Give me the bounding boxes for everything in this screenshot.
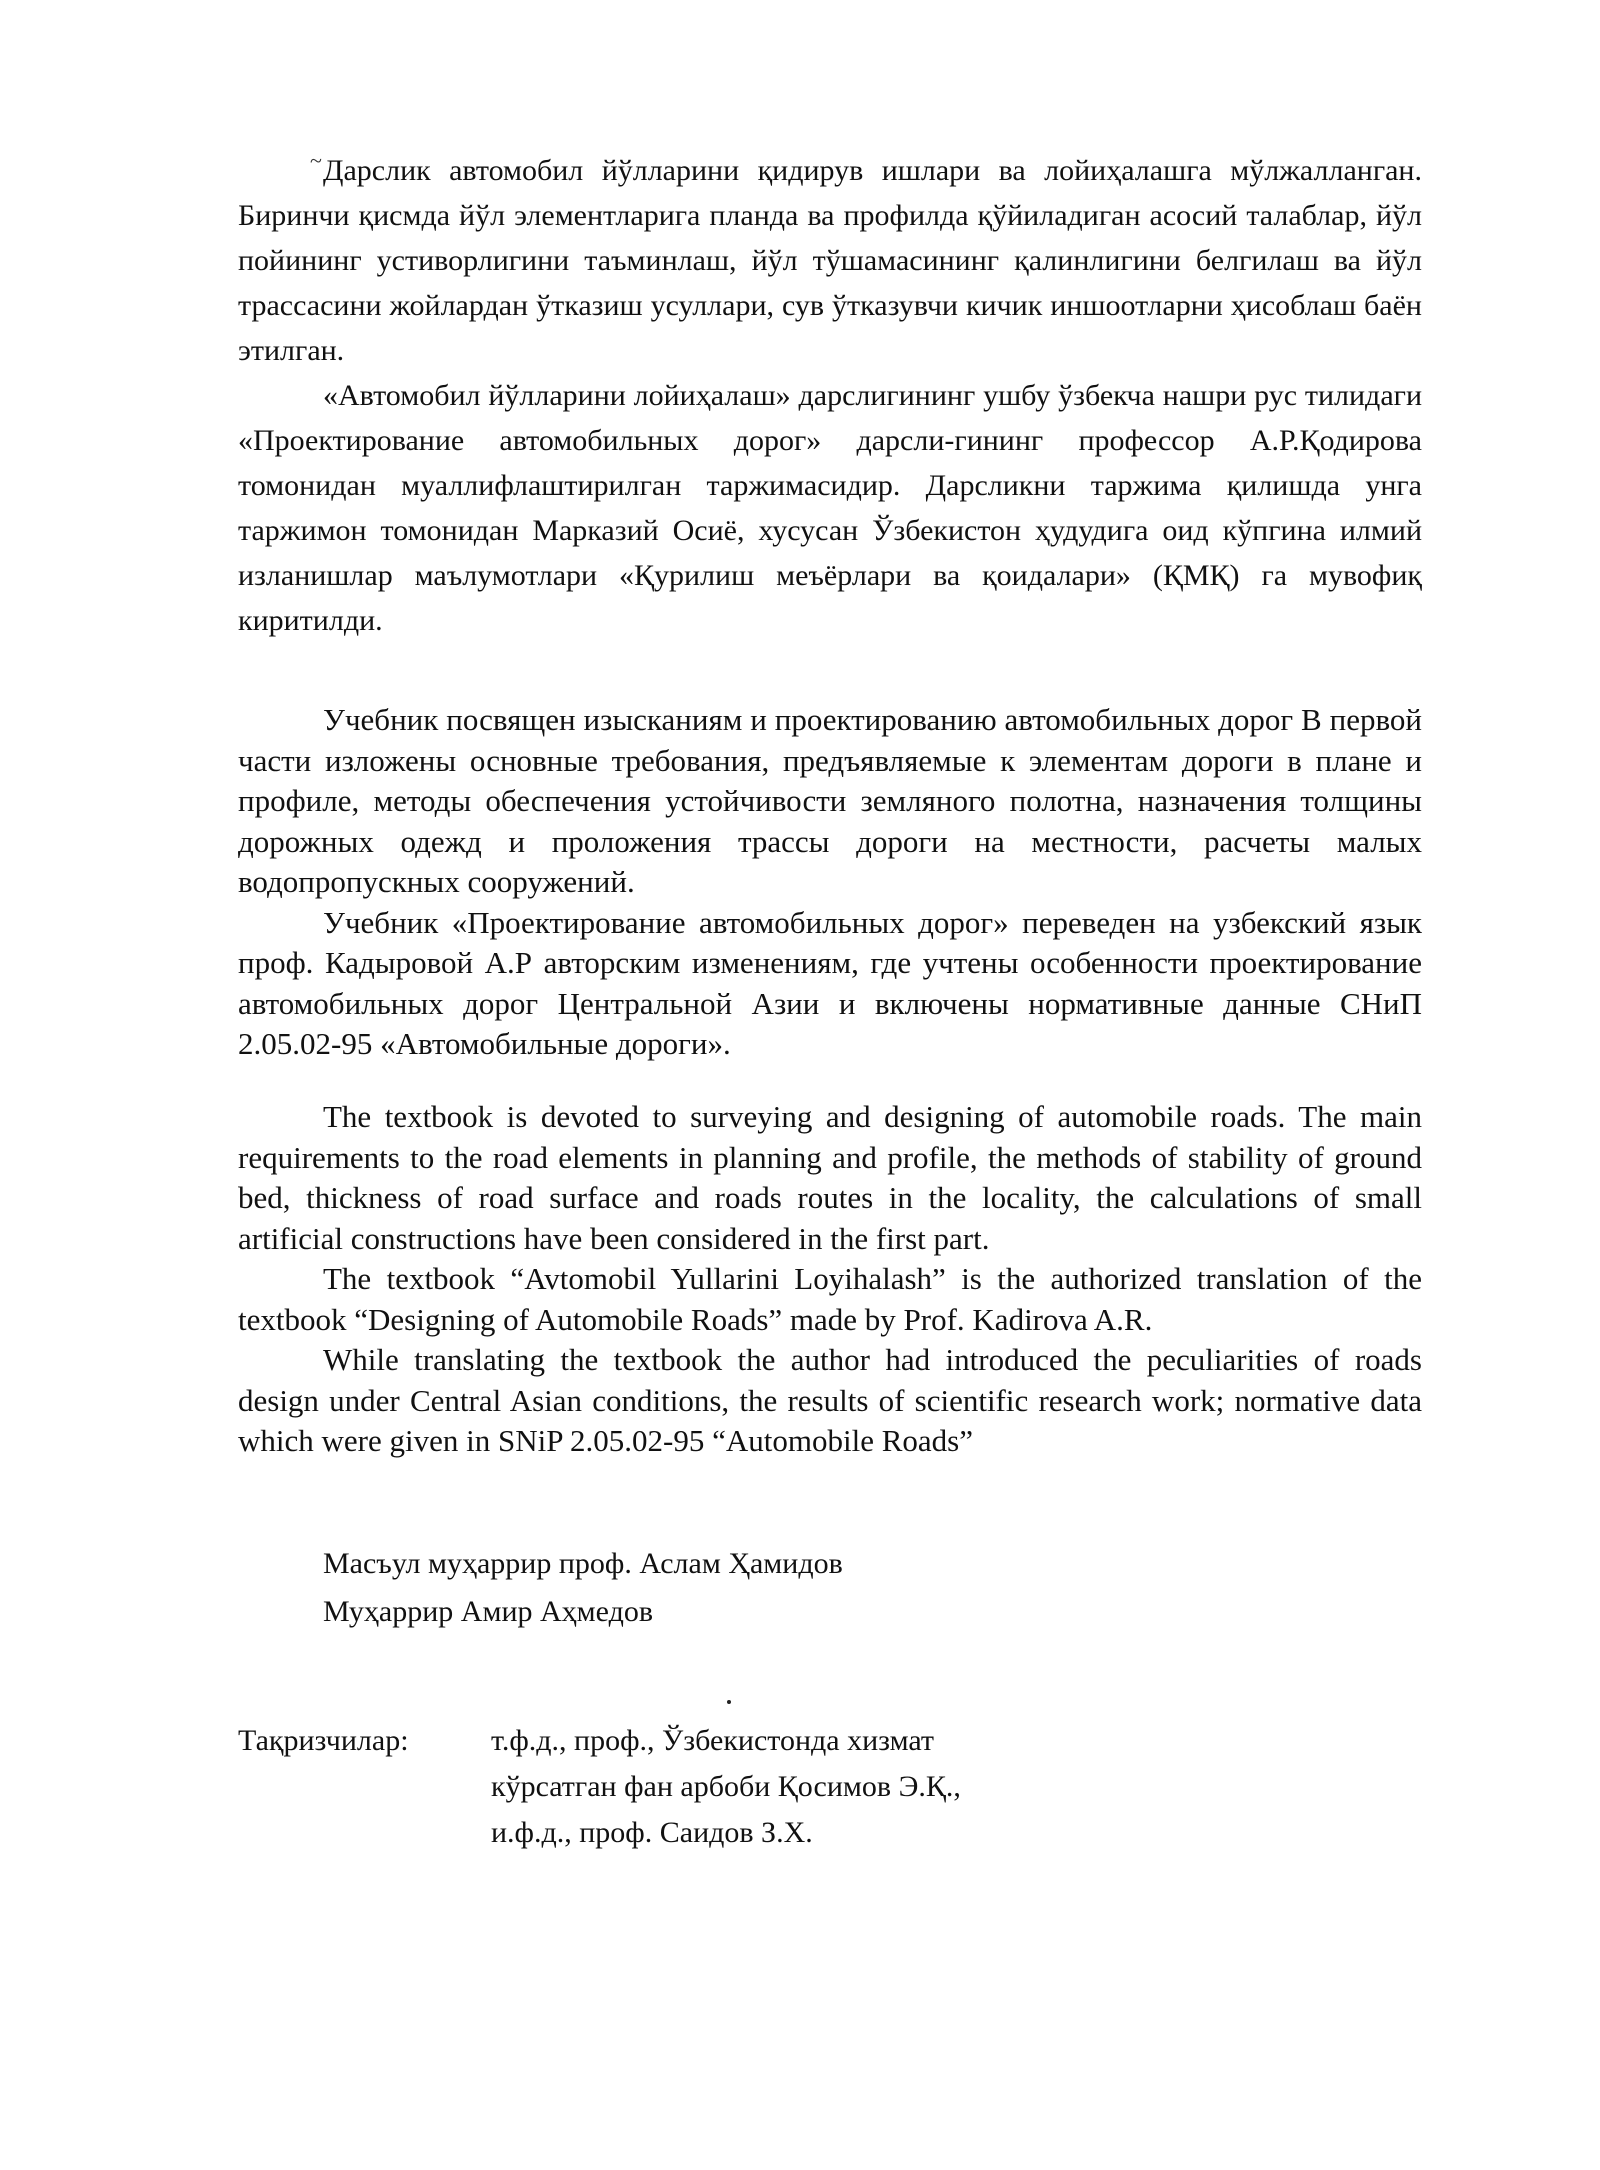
uzbek-abstract [238, 148, 1422, 643]
reviewers-label: Тақризчилар: [238, 1724, 409, 1757]
russian-paragraph-2: Учебник «Проектирование автомобильных дорог» переведен на узбекский язык проф. Кадыровой А.Р авторским изменениям, где учтены особенности проектирование автомобильных дорог Центральной Азии и включены нормативные данные СНиП 2.05.02-95 «Автомобильные дороги». [238, 904, 1422, 1061]
russian-paragraph-1: Учебник посвящен изысканиям и проектированию автомобильных дорог В первой части изложены основные требования, предъявляемые к элементам дороги в плане и профиле, методы обеспечения устойчивости земляного полотна, назначения толщины дорожных одежд и проложения трассы дороги на местности, расчеты малых водопропускных сооружений. [238, 702, 1422, 899]
editor: Муҳаррир Амир Аҳмедов [323, 1595, 653, 1628]
english-abstract [238, 1097, 1422, 1462]
english-paragraph-1: The textbook is devoted to surveying and designing of automobile roads. The main requirements to the road elements in planning and profile, the methods of stability of ground bed, thickness of road surface and roads routes in the locality, the calculations of small artificial constructions have been considered in the first part. [238, 1099, 1422, 1256]
english-paragraph-3: While translating the textbook the author had introduced the peculiarities of roads design under Central Asian conditions, the results of scientific research work; normative data which were given in SNiP 2.05.02-95 “Automobile Roads” [238, 1342, 1422, 1458]
scan-dot [727, 1700, 731, 1704]
uzbek-paragraph-1: Дарслик автомобил йўлларини қидирув ишлари ва лойиҳалашга мўлжалланган. Биринчи қисмда йўл элементларига планда ва профилда қўйиладиган асосий талаблар, йўл пойининг устиворлигини таъминлаш, йўл тўшамасининг қалинлигини белгилаш ва йўл трассасини жойлардан ўтказиш усуллари, сув ўтказувчи кичик иншоотларни ҳисоблаш баён этилган. [238, 154, 1422, 367]
reviewer-line-2: кўрсатган фан арбоби Қосимов Э.Қ., [491, 1770, 961, 1803]
english-paragraph-2: The textbook “Avtomobil Yullarini Loyihalash” is the authorized translation of the textbook “Designing of Automobile Roads” made by Prof. Kadirova A.R. [238, 1261, 1422, 1337]
editors-block [323, 1540, 843, 1636]
scan-mark: ~ [310, 148, 322, 173]
reviewer-line-1: т.ф.д., проф., Ўзбекистонда хизмат [491, 1724, 935, 1757]
russian-abstract [238, 700, 1422, 1065]
uzbek-paragraph-2: «Автомобил йўлларини лойиҳалаш» дарслигининг ушбу ўзбекча нашри рус тилидаги «Проектирование автомобильных дорог» дарсли-гининг профессор А.Р.Қодирова томонидан муаллифлаштирилган таржимасидир. Дарсликни таржима қилишда унга таржимон томонидан Марказий Осиё, хусусан Ўзбекистон ҳудудига оид кўпгина илмий изланишлар маълумотлари «Қурилиш меъёрлари ва қоидалари» (ҚМҚ) га мувофиқ киритилди. [238, 379, 1422, 637]
responsible-editor: Масъул муҳаррир проф. Аслам Ҳамидов [323, 1547, 843, 1580]
reviewers-list [491, 1718, 961, 1856]
reviewer-line-3: и.ф.д., проф. Саидов З.Х. [491, 1816, 813, 1849]
